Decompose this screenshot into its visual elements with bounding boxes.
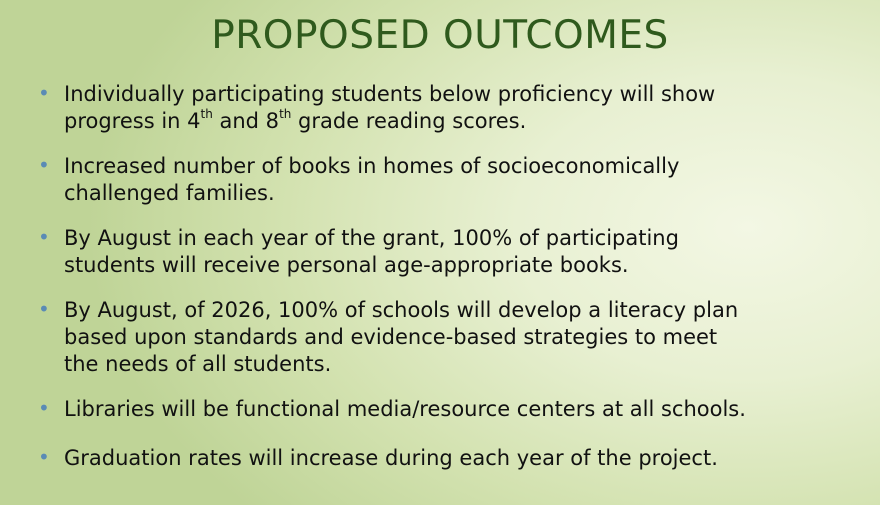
- outcome-item-3: [36, 225, 856, 279]
- bullet-icon: •: [38, 225, 50, 249]
- outcome-item-1: [36, 81, 856, 135]
- outcome-text: Graduation rates will increase during each year of the project.: [64, 446, 718, 470]
- outcome-text: Libraries will be functional media/resource centers at all schools.: [64, 397, 746, 421]
- outcome-text: By August in each year of the grant, 100% of participating students will receive personal age-appropriate books.: [64, 226, 679, 277]
- outcome-item-5: [36, 396, 856, 423]
- outcome-text: Individually participating students below proficiency will show progress in 4th and 8th grade reading scores.: [64, 82, 716, 133]
- slide-title: PROPOSED OUTCOMES: [211, 13, 669, 58]
- outcome-item-6: [36, 445, 856, 472]
- bullet-icon: •: [38, 297, 50, 321]
- outcomes-list: [36, 81, 856, 472]
- outcome-text: Increased number of books in homes of socioeconomically challenged families.: [64, 154, 680, 205]
- outcome-item-2: [36, 153, 856, 207]
- bullet-icon: •: [38, 445, 50, 469]
- bullet-icon: •: [38, 396, 50, 420]
- bullet-icon: •: [38, 153, 50, 177]
- outcome-text: By August, of 2026, 100% of schools will develop a literacy plan based upon standards and evidence-based strategies to meet the needs of all students.: [64, 298, 739, 376]
- outcome-item-4: [36, 297, 856, 378]
- bullet-icon: •: [38, 81, 50, 105]
